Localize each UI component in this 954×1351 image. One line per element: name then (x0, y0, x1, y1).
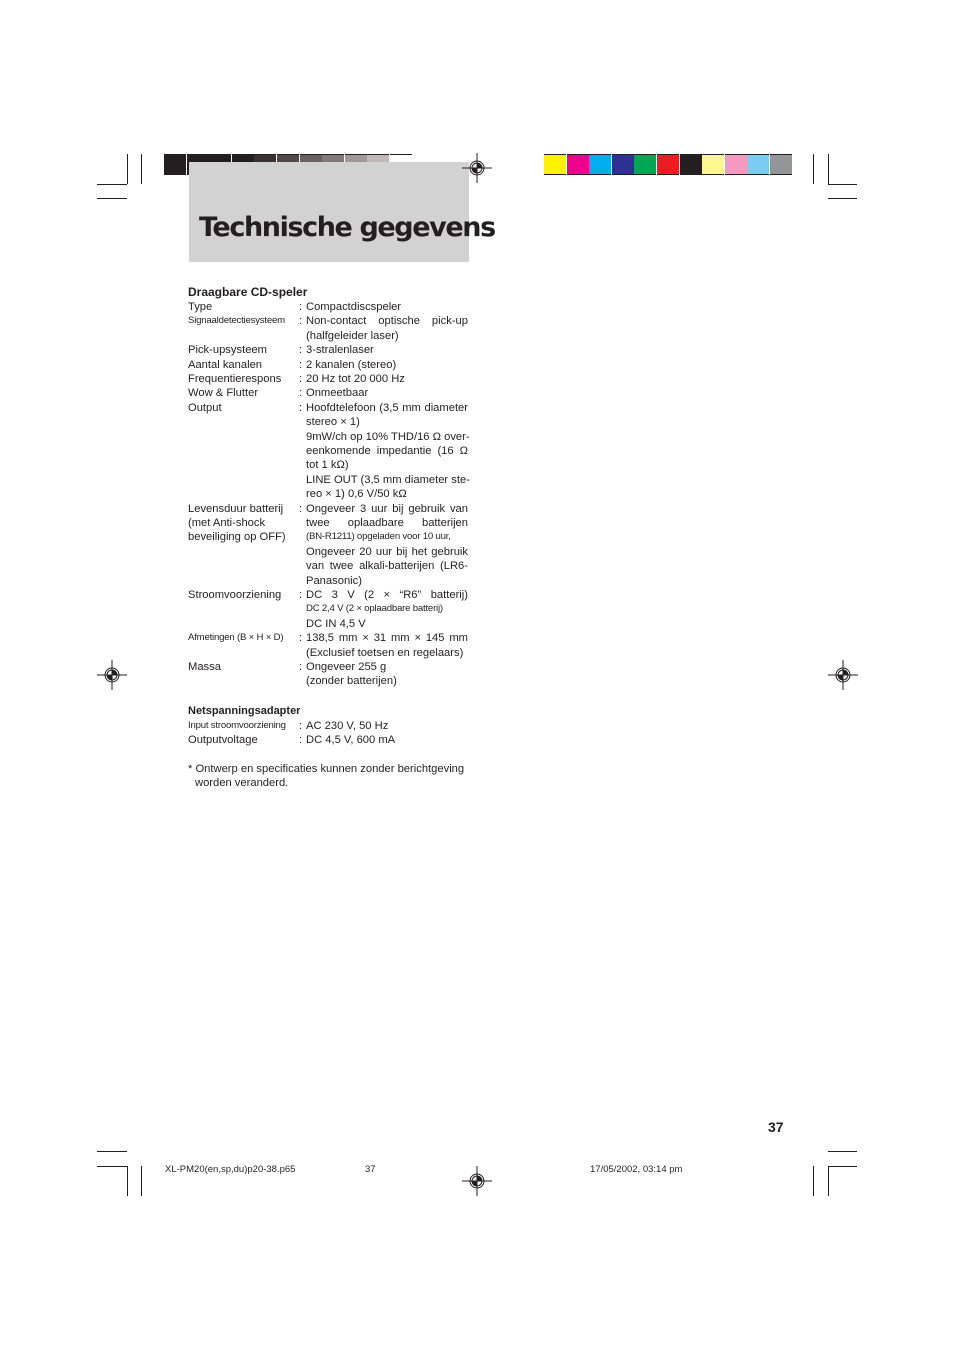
spec-value-line: Ongeveer 3 uur bij gebruik van (306, 502, 468, 515)
color-swatch (747, 154, 769, 175)
spec-value-line: eenkomende impedantie (16 Ω (306, 445, 468, 458)
spec-value-line: (BN-R1211) opgeladen voor 10 uur, (306, 531, 451, 543)
spec-label: Pick-upsysteem (188, 344, 267, 357)
spec-value-line: (Exclusief toetsen en regelaars) (306, 646, 464, 659)
spec-colon: : (299, 315, 303, 328)
spec-colon: : (299, 344, 303, 357)
spec-colon: : (299, 661, 303, 673)
spec-label: Type (188, 301, 213, 313)
spec-colon: : (299, 373, 303, 385)
spec-value (306, 660, 468, 689)
color-swatch (770, 154, 792, 175)
spec-value-line: Panasonic) (306, 574, 362, 587)
page-number: 37 (768, 1119, 784, 1135)
registration-mark-icon (828, 660, 858, 690)
registration-mark-icon (97, 660, 127, 690)
spec-value-line: tot 1 kΩ) (306, 459, 349, 472)
page-title: Technische gegevens (199, 212, 495, 243)
spec-value (306, 733, 468, 747)
spec-value-line: 138,5 mm × 31 mm × 145 mm (306, 632, 468, 645)
spec-value (306, 343, 468, 357)
spec-value-line: (halfgeleider laser) (306, 329, 399, 342)
spec-label: Signaaldetectiesysteem (188, 315, 285, 327)
spec-label: Afmetingen (B × H × D) (188, 632, 284, 644)
spec-value-line: stereo × 1) (306, 416, 360, 429)
spec-value (306, 358, 468, 372)
spec-value-line: DC 3 V (2 × “R6” batterij) (306, 589, 468, 601)
spec-value (306, 719, 468, 733)
spec-value (306, 401, 468, 502)
spec-colon: : (299, 387, 303, 400)
spec-value-line: 2 kanalen (stereo) (306, 358, 397, 371)
spec-label: Frequentierespons (188, 373, 282, 385)
spec-value-line: (zonder batterijen) (306, 675, 397, 688)
spec-value-line: 20 Hz tot 20 000 Hz (306, 373, 405, 385)
footer-page: 37 (365, 1164, 376, 1175)
spec-value-line: DC 2,4 V (2 × oplaadbare batterij) (306, 603, 443, 615)
section-heading-cd-player: Draagbare CD-speler (188, 285, 308, 299)
grayscale-swatch (164, 154, 186, 175)
footer-filename: XL-PM20(en,sp,du)p20-38.p65 (165, 1164, 296, 1175)
spec-colon: : (299, 589, 303, 601)
spec-value-line: twee oplaadbare batterijen (306, 517, 468, 529)
footnote-line-2: worden veranderd. (195, 777, 289, 789)
spec-label: Wow & Flutter (188, 387, 259, 400)
footnote-line-1: * Ontwerp en specificaties kunnen zonder berichtgeving (188, 763, 465, 775)
color-swatch (634, 154, 656, 175)
color-swatch (702, 154, 724, 175)
registration-mark-icon (462, 1166, 492, 1196)
spec-colon: : (299, 720, 303, 732)
spec-label: Massa (188, 661, 221, 673)
spec-value-line: Non-contact optische pick-up (306, 315, 468, 328)
spec-value-line: Hoofdtelefoon (3,5 mm diameter (306, 401, 468, 414)
spec-label: (met Anti-shock (188, 517, 266, 529)
spec-label: Input stroomvoorziening (188, 720, 286, 731)
spec-value (306, 502, 468, 588)
registration-mark-icon (462, 153, 492, 183)
spec-value-line: DC 4,5 V, 600 mA (306, 734, 396, 747)
spec-colon: : (299, 502, 303, 515)
spec-value (306, 631, 468, 660)
spec-value-line: AC 230 V, 50 Hz (306, 720, 389, 732)
spec-value-line: van twee alkali-batterijen (LR6- (306, 560, 468, 573)
spec-label: Aantal kanalen (188, 358, 263, 371)
color-swatch (544, 154, 566, 175)
spec-value-line: Ongeveer 20 uur bij het gebruik (306, 545, 468, 558)
spec-label: Stroomvoorziening (188, 589, 282, 601)
spec-value (306, 386, 468, 400)
color-swatch (680, 154, 702, 175)
spec-colon: : (299, 301, 303, 313)
spec-value-line: 3-stralenlaser (306, 344, 374, 357)
color-swatch (612, 154, 634, 175)
spec-value-line: DC IN 4,5 V (306, 617, 366, 630)
spec-label: Outputvoltage (188, 734, 258, 747)
spec-value (306, 314, 468, 343)
color-swatch (725, 154, 747, 175)
spec-colon: : (299, 401, 303, 414)
spec-value-line: Ongeveer 255 g (306, 661, 387, 673)
spec-label: beveiliging op OFF) (188, 531, 286, 544)
color-swatch (567, 154, 589, 175)
spec-label: Levensduur batterij (188, 502, 284, 515)
spec-value-line: reo × 1) 0,6 V/50 kΩ (306, 488, 407, 501)
spec-value (306, 300, 468, 314)
color-swatch (589, 154, 611, 175)
spec-value-line: LINE OUT (3,5 mm diameter ste- (306, 473, 470, 486)
spec-colon: : (299, 358, 303, 371)
spec-value-line: 9mW/ch op 10% THD/16 Ω over- (306, 430, 470, 443)
spec-value (306, 372, 468, 386)
spec-value-line: Compactdiscspeler (306, 301, 402, 313)
section-heading-adapter: Netspanningsadapter (188, 705, 301, 717)
color-swatch (657, 154, 679, 175)
spec-value-line: Onmeetbaar (306, 387, 369, 400)
spec-label: Output (188, 401, 222, 414)
spec-colon: : (299, 632, 303, 645)
spec-colon: : (299, 734, 303, 747)
footer-datetime: 17/05/2002, 03:14 pm (590, 1164, 683, 1175)
spec-value (306, 588, 468, 631)
